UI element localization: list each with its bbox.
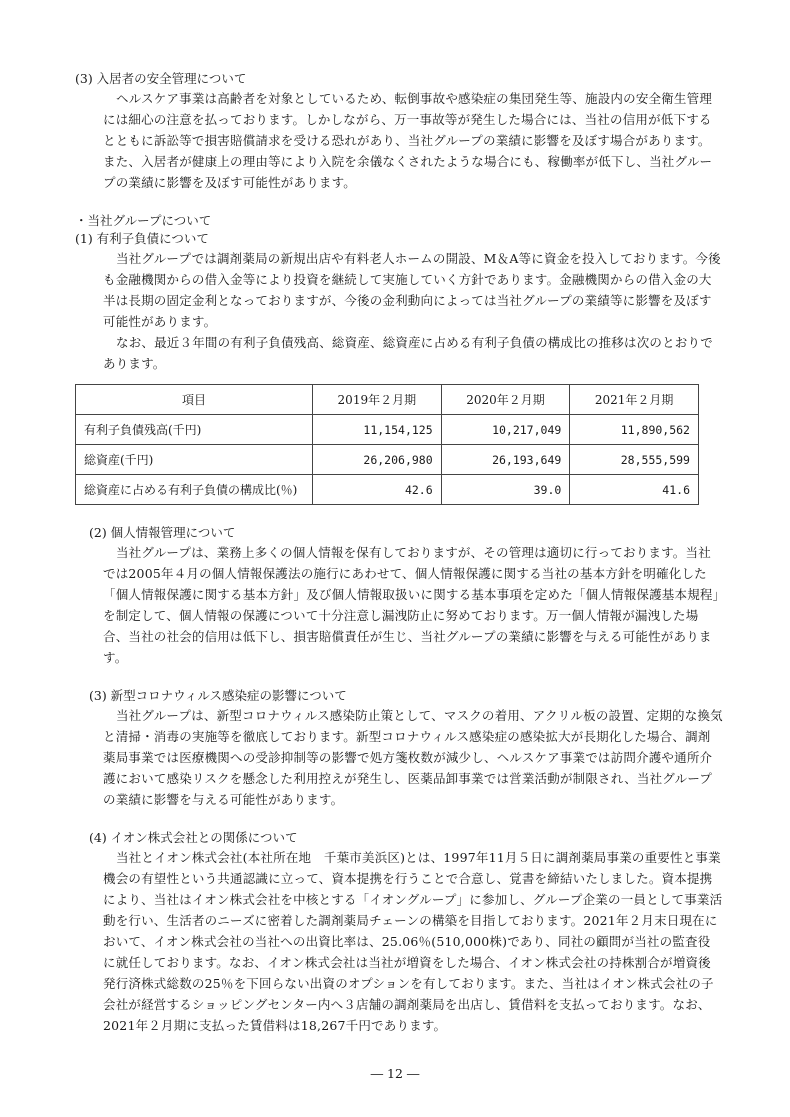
cell-value: 26,193,649 (441, 445, 570, 475)
section-heading-debt: (1) 有利子負債について (75, 231, 209, 246)
cell-value: 42.6 (313, 475, 442, 505)
section-heading-aeon: (4) イオン株式会社との関係について (89, 830, 298, 845)
cell-value: 39.0 (441, 475, 570, 505)
paragraph-privacy: 当社グループは、業務上多くの個人情報を保有しておりますが、その管理は適切に行っております。当社では2005年４月の個人情報保護法の施行にあわせて、個人情報保護に関する当社の基本方針を明確化した「個人情報保護に関する基本方針」及び個人情報取扱いに関する基本事項を定めた「個人情報保護基本規程」を制定して、個人情報の保護について十分注意し漏洩防止に努めております。万一個人情報が漏洩した場合、当社の社会的信用は低下し、損害賠償責任が生じ、当社グループの業績に影響を与える可能性があります。 (103, 545, 720, 665)
spacer (75, 810, 723, 829)
page-number: ― 12 ― (370, 1066, 420, 1081)
debt-table (75, 384, 699, 505)
table-header-2020: 2020年２月期 (441, 385, 570, 415)
paragraph-debt-1: 当社グループでは調剤薬局の新規出店や有料老人ホームの開設、M＆A等に資金を投入しております。今後も金融機関からの借入金等により投資を継続して実施していく方針であります。金融機関からの借入金の大半は長期の固定金利となっておりますが、今後の金利動向によっては当社グループの業績等に影響を及ぼす可能性があります。 (103, 251, 721, 329)
cell-value: 41.6 (570, 475, 699, 505)
cell-value: 11,154,125 (313, 415, 442, 445)
section-heading-covid: (3) 新型コロナウィルス感染症の影響について (89, 688, 347, 703)
cell-value: 11,890,562 (570, 415, 699, 445)
table-header-item: 項目 (76, 385, 313, 415)
spacer (75, 193, 723, 212)
table-row (76, 415, 699, 445)
row-label-total-assets: 総資産(千円) (76, 445, 313, 475)
paragraph-debt-2: なお、最近３年間の有利子負債残高、総資産、総資産に占める有利子負債の構成比の推移は次のとおりであります。 (103, 335, 713, 371)
cell-value: 10,217,049 (441, 415, 570, 445)
group-heading: ・当社グループについて (75, 213, 212, 228)
page-content (75, 70, 723, 1036)
spacer (75, 505, 723, 524)
section-heading-safety: (3) 入居者の安全管理について (75, 71, 247, 86)
spacer (75, 668, 723, 687)
paragraph-safety: ヘルスケア事業は高齢者を対象としているため、転倒事故や感染症の集団発生等、施設内の安全衛生管理には細心の注意を払っております。しかしながら、万一事故等が発生した場合には、当社の信用が低下するとともに訴訟等で損害賠償請求を受ける恐れがあり、当社グループの業績に影響を及ぼす場合があります。また、入居者が健康上の理由等により入院を余儀なくされたような場合にも、稼働率が低下し、当社グループの業績に影響を及ぼす可能性があります。 (103, 91, 713, 190)
table-header-row (76, 385, 699, 415)
table-header-2019: 2019年２月期 (313, 385, 442, 415)
cell-value: 26,206,980 (313, 445, 442, 475)
row-label-debt-ratio: 総資産に占める有利子負債の構成比(％) (76, 475, 313, 505)
table-row (76, 475, 699, 505)
table-header-2021: 2021年２月期 (570, 385, 699, 415)
cell-value: 28,555,599 (570, 445, 699, 475)
paragraph-aeon: 当社とイオン株式会社(本社所在地 千葉市美浜区)とは、1997年11月５日に調剤薬局事業の重要性と事業機会の有望性という共通認識に立って、資本提携を行うことで合意し、覚書を締結いたしました。資本提携により、当社はイオン株式会社を中核とする「イオングループ」に参加し、グループ企業の一員として事業活動を行い、生活者のニーズに密着した調剤薬局チェーンの構築を目指しております。2021年２月末日現在において、イオン株式会社の当社への出資比率は、25.06％(510,000株)であり、同社の顧問が当社の監査役に就任しております。なお、イオン株式会社は当社が増資をした場合、イオン株式会社の持株割合が増資後発行済株式総数の25％を下回らない出資のオプションを有しております。また、当社はイオン株式会社の子会社が経営するショッピングセンター内へ３店舗の調剤薬局を出店し、賃借料を支払っております。なお、2021年２月期に支払った賃借料は18,267千円であります。 (103, 850, 723, 1033)
section-heading-privacy: (2) 個人情報管理について (89, 525, 236, 540)
table-row (76, 445, 699, 475)
row-label-debt-balance: 有利子負債残高(千円) (76, 415, 313, 445)
paragraph-covid: 当社グループは、新型コロナウィルス感染防止策として、マスクの着用、アクリル板の設置、定期的な換気と清掃・消毒の実施等を徹底しております。新型コロナウィルス感染症の感染拡大が長期化した場合、調剤薬局事業では医療機関への受診抑制等の影響で処方箋枚数が減少し、ヘルスケア事業では訪問介護や通所介護において感染リスクを懸念した利用控えが発生し、医薬品卸事業では営業活動が制限され、当社グループの業績に影響を与える可能性があります。 (103, 708, 723, 807)
